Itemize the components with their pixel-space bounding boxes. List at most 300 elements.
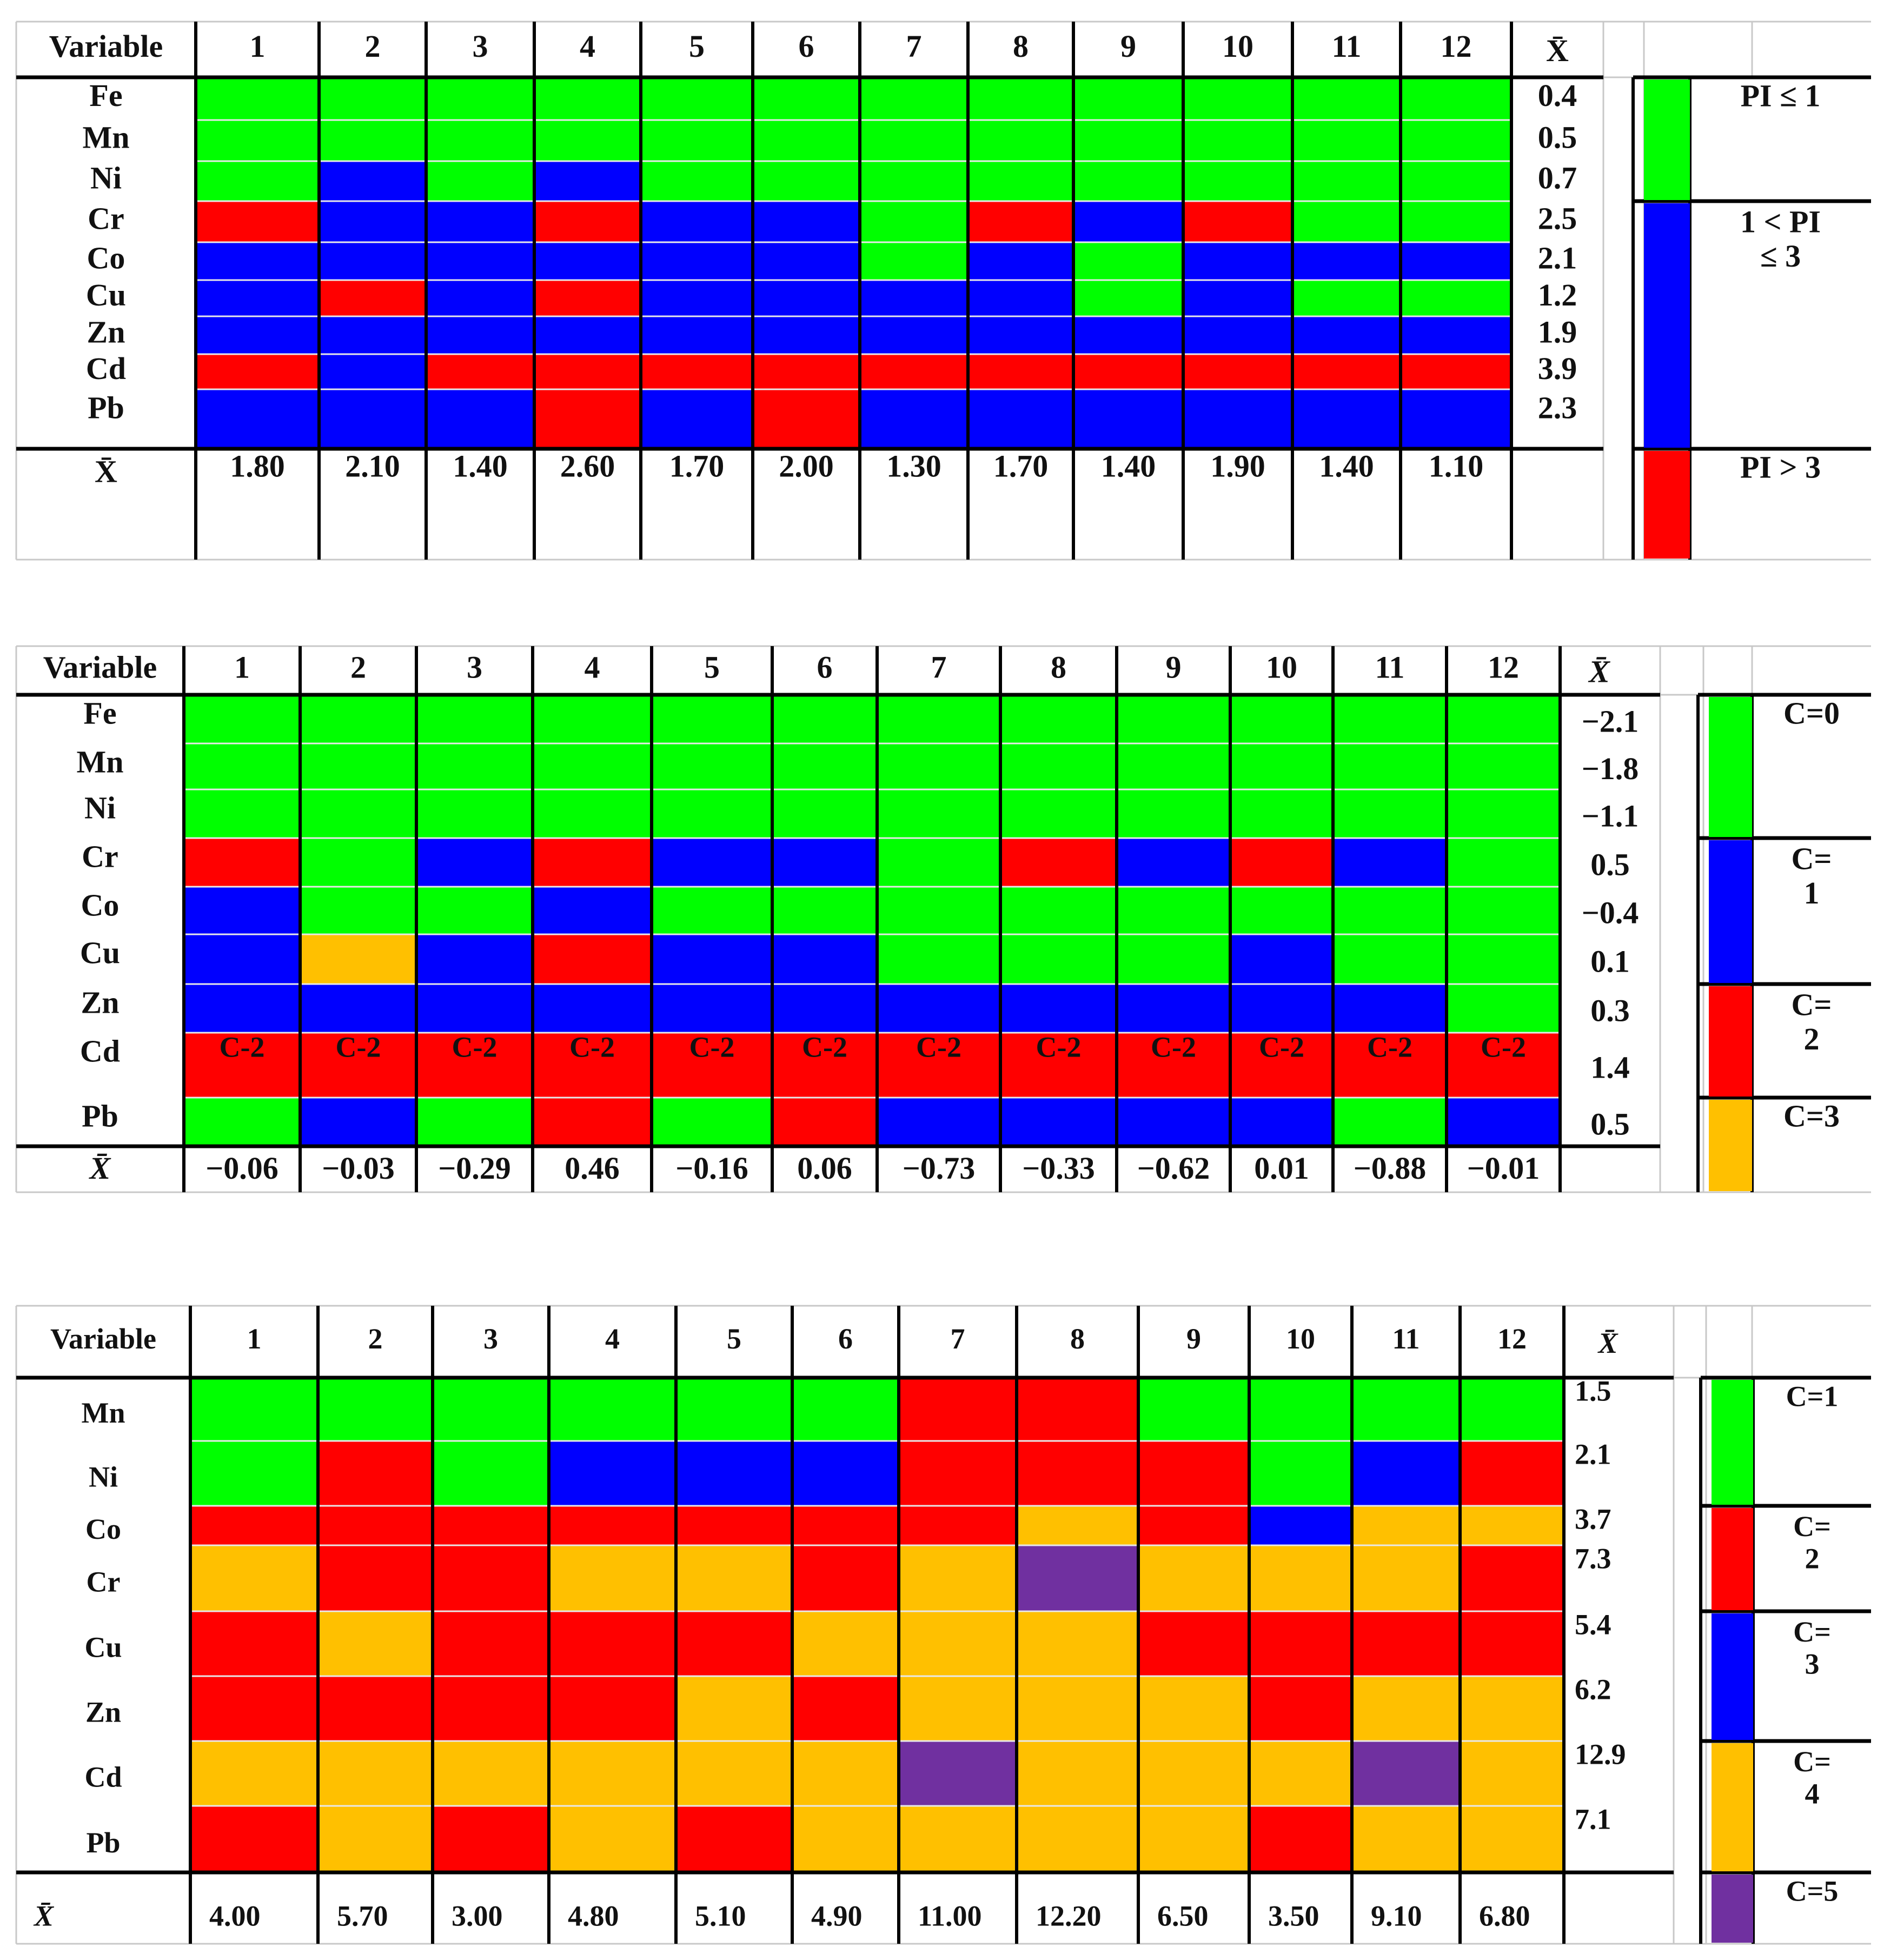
legend-label: C= 3 bbox=[1793, 1616, 1831, 1680]
row-mean: 0.4 bbox=[1537, 77, 1577, 113]
heatmap-cell bbox=[1000, 695, 1117, 743]
heatmap-cell bbox=[1401, 77, 1511, 120]
row-mean: 0.3 bbox=[1590, 993, 1630, 1028]
heatmap-cell bbox=[1333, 838, 1447, 887]
heatmap-cell bbox=[792, 1676, 899, 1741]
heatmap-cell bbox=[1292, 316, 1401, 354]
row-label: Mn bbox=[81, 1396, 125, 1429]
heatmap-cell bbox=[533, 984, 652, 1033]
column-mean: 4.80 bbox=[568, 1899, 619, 1932]
column-mean: 3.00 bbox=[452, 1899, 503, 1932]
heatmap-cell bbox=[753, 120, 860, 161]
heatmap-cell bbox=[1401, 280, 1511, 316]
heatmap-cell bbox=[319, 77, 426, 120]
heatmap-cell bbox=[426, 316, 534, 354]
column-mean: −0.29 bbox=[438, 1150, 511, 1186]
corner-label: Variable bbox=[43, 649, 157, 685]
heatmap-cell bbox=[1401, 354, 1511, 389]
row-mean: 2.1 bbox=[1537, 240, 1577, 276]
heatmap-cell bbox=[549, 1741, 676, 1806]
row-label: Cr bbox=[86, 1565, 121, 1598]
heatmap-cell bbox=[196, 120, 319, 161]
row-label: Fe bbox=[89, 77, 123, 113]
heatmap-cell bbox=[1352, 1378, 1460, 1441]
heatmap-cell bbox=[968, 389, 1073, 449]
heatmap-cell bbox=[676, 1806, 792, 1872]
column-mean: −0.88 bbox=[1353, 1150, 1427, 1186]
row-label: Fe bbox=[83, 695, 117, 731]
legend-label: 1 < PI ≤ 3 bbox=[1740, 204, 1821, 274]
heatmap-cell bbox=[1249, 1806, 1352, 1872]
heatmap-cell bbox=[1017, 1676, 1138, 1741]
heatmap-cell bbox=[1073, 120, 1183, 161]
heatmap-cell bbox=[416, 838, 533, 887]
heatmap-cell bbox=[899, 1741, 1017, 1806]
column-label: 2 bbox=[368, 1322, 383, 1355]
row-mean: 0.5 bbox=[1590, 847, 1630, 882]
heatmap-cell bbox=[318, 1441, 433, 1506]
heatmap-cell bbox=[196, 389, 319, 449]
column-label: 11 bbox=[1375, 649, 1405, 685]
row-mean: 2.1 bbox=[1575, 1438, 1611, 1471]
column-mean: 3.50 bbox=[1268, 1899, 1319, 1932]
row-label: Pb bbox=[88, 390, 124, 426]
heatmap-cell bbox=[792, 1611, 899, 1676]
heatmap-cell bbox=[416, 743, 533, 789]
heatmap-cell bbox=[1447, 934, 1560, 984]
heatmap-cell bbox=[300, 934, 416, 984]
heatmap-cell bbox=[549, 1676, 676, 1741]
heatmap-cell bbox=[196, 280, 319, 316]
heatmap-cell bbox=[772, 695, 877, 743]
heatmap-cell bbox=[1292, 354, 1401, 389]
heatmap-cell bbox=[1138, 1741, 1249, 1806]
cell-text: C-2 bbox=[689, 1031, 735, 1064]
heatmap-cell bbox=[1249, 1611, 1352, 1676]
heatmap-cell bbox=[792, 1506, 899, 1545]
heatmap-cell bbox=[652, 695, 772, 743]
heatmap-cell bbox=[549, 1441, 676, 1506]
heatmap-cell bbox=[1230, 695, 1333, 743]
column-label: 3 bbox=[483, 1322, 498, 1355]
column-mean: 2.60 bbox=[560, 448, 615, 484]
heatmap-cell bbox=[184, 1098, 300, 1146]
heatmap-cell bbox=[1117, 789, 1230, 838]
heatmap-cell bbox=[860, 161, 968, 201]
column-mean: −0.06 bbox=[205, 1150, 278, 1186]
column-label: 10 bbox=[1222, 28, 1253, 64]
heatmap-cell bbox=[196, 242, 319, 280]
row-mean: 1.5 bbox=[1575, 1374, 1611, 1407]
heatmap-cell bbox=[1183, 354, 1292, 389]
heatmap-cell bbox=[433, 1676, 549, 1741]
heatmap-cell bbox=[1401, 389, 1511, 449]
row-mean: −1.8 bbox=[1581, 750, 1639, 786]
heatmap-cell bbox=[753, 77, 860, 120]
heatmap-cell bbox=[1230, 1098, 1333, 1146]
mean-header-label: X̄ bbox=[1589, 654, 1610, 689]
heatmap-cell bbox=[190, 1545, 318, 1611]
heatmap-cell bbox=[534, 201, 641, 242]
heatmap-cell bbox=[533, 695, 652, 743]
heatmap-cell bbox=[1073, 201, 1183, 242]
column-mean: 1.70 bbox=[669, 448, 725, 484]
heatmap-cell bbox=[533, 887, 652, 934]
heatmap-cell bbox=[772, 838, 877, 887]
heatmap-cell bbox=[300, 887, 416, 934]
heatmap-cell bbox=[968, 242, 1073, 280]
heatmap-cell bbox=[433, 1611, 549, 1676]
heatmap-cell bbox=[641, 389, 753, 449]
heatmap-cell bbox=[196, 354, 319, 389]
heatmap-cell bbox=[753, 280, 860, 316]
heatmap-cell bbox=[676, 1741, 792, 1806]
legend-swatch bbox=[1644, 451, 1690, 559]
heatmap-cell bbox=[1230, 789, 1333, 838]
column-label: 4 bbox=[580, 28, 595, 64]
cell-text: C-2 bbox=[1151, 1031, 1196, 1064]
column-mean: −0.33 bbox=[1022, 1150, 1095, 1186]
row-mean: 2.5 bbox=[1537, 201, 1577, 236]
column-mean: 4.00 bbox=[209, 1899, 261, 1932]
heatmap-cell bbox=[1138, 1676, 1249, 1741]
heatmap-cell bbox=[533, 789, 652, 838]
column-label: 9 bbox=[1165, 649, 1182, 685]
column-mean: −0.01 bbox=[1467, 1150, 1540, 1186]
heatmap-cell bbox=[1292, 77, 1401, 120]
heatmap-cell bbox=[1017, 1806, 1138, 1872]
heatmap-cell bbox=[1333, 743, 1447, 789]
column-label: 12 bbox=[1497, 1322, 1527, 1355]
column-label: 6 bbox=[817, 649, 833, 685]
heatmap-cell bbox=[753, 201, 860, 242]
heatmap-cell bbox=[792, 1741, 899, 1806]
row-label: Ni bbox=[90, 160, 122, 196]
heatmap-cell bbox=[190, 1378, 318, 1441]
heatmap-cell bbox=[1138, 1506, 1249, 1545]
heatmap-cell bbox=[533, 743, 652, 789]
row-mean: 1.9 bbox=[1537, 314, 1577, 350]
heatmap-cell bbox=[753, 242, 860, 280]
heatmap-cell bbox=[184, 743, 300, 789]
legend-swatch bbox=[1712, 1875, 1753, 1943]
column-label: 1 bbox=[249, 28, 266, 64]
heatmap-cell bbox=[1352, 1611, 1460, 1676]
heatmap-cell bbox=[1073, 77, 1183, 120]
heatmap-cell bbox=[1073, 389, 1183, 449]
legend-swatch bbox=[1709, 840, 1752, 983]
column-mean: 1.10 bbox=[1428, 448, 1484, 484]
heatmap-cell bbox=[877, 743, 1000, 789]
heatmap-cell bbox=[1447, 743, 1560, 789]
heatmap-cell bbox=[426, 201, 534, 242]
row-label: Co bbox=[85, 1512, 121, 1545]
legend-swatch bbox=[1709, 697, 1752, 837]
heatmap-cell bbox=[433, 1806, 549, 1872]
cell-text: C-2 bbox=[1481, 1031, 1526, 1064]
heatmap-cell bbox=[1249, 1545, 1352, 1611]
heatmap-cell bbox=[319, 201, 426, 242]
heatmap-cell bbox=[1352, 1741, 1460, 1806]
column-label: 1 bbox=[234, 649, 250, 685]
heatmap-cell bbox=[1230, 934, 1333, 984]
heatmap-cell bbox=[534, 354, 641, 389]
heatmap-cell bbox=[641, 242, 753, 280]
heatmap-cell bbox=[860, 201, 968, 242]
column-label: 10 bbox=[1286, 1322, 1315, 1355]
heatmap-cell bbox=[196, 161, 319, 201]
heatmap-cell bbox=[1460, 1676, 1564, 1741]
row-label: Pb bbox=[82, 1098, 118, 1134]
heatmap-cell bbox=[533, 838, 652, 887]
heatmap-cell bbox=[1447, 789, 1560, 838]
row-label: Zn bbox=[81, 985, 120, 1020]
heatmap-cell bbox=[1292, 389, 1401, 449]
heatmap-cell bbox=[1352, 1806, 1460, 1872]
heatmap-cell bbox=[1138, 1806, 1249, 1872]
mean-row-label: X̄ bbox=[95, 454, 117, 489]
column-label: 7 bbox=[931, 649, 947, 685]
row-mean: 0.1 bbox=[1590, 944, 1630, 979]
heatmap-cell bbox=[318, 1378, 433, 1441]
column-label: 8 bbox=[1051, 649, 1066, 685]
heatmap-cell bbox=[319, 280, 426, 316]
row-mean: 5.4 bbox=[1575, 1608, 1611, 1641]
heatmap-cell bbox=[877, 934, 1000, 984]
column-mean: 0.46 bbox=[565, 1150, 620, 1186]
legend-swatch bbox=[1644, 203, 1690, 448]
mean-row-label: X̄ bbox=[89, 1150, 111, 1186]
row-label: Cu bbox=[79, 935, 121, 971]
column-mean: 5.10 bbox=[695, 1899, 746, 1932]
heatmap-cell bbox=[1183, 280, 1292, 316]
heatmap-cell bbox=[1460, 1545, 1564, 1611]
heatmap-cell bbox=[792, 1545, 899, 1611]
legend-swatch bbox=[1712, 1380, 1753, 1505]
heatmap-cell bbox=[1292, 120, 1401, 161]
heatmap-cell bbox=[1138, 1441, 1249, 1506]
mean-header-label: X̄ bbox=[1598, 1326, 1618, 1359]
row-label: Co bbox=[81, 887, 120, 923]
row-label: Cd bbox=[85, 350, 127, 386]
legend-label: PI ≤ 1 bbox=[1740, 78, 1821, 114]
heatmap-cell bbox=[1352, 1506, 1460, 1545]
column-label: 10 bbox=[1266, 649, 1297, 685]
column-mean: 0.06 bbox=[797, 1150, 852, 1186]
heatmap-cell bbox=[1017, 1506, 1138, 1545]
heatmap-cell bbox=[433, 1741, 549, 1806]
heatmap-cell bbox=[860, 77, 968, 120]
heatmap-cell bbox=[416, 789, 533, 838]
column-mean: 1.70 bbox=[993, 448, 1049, 484]
heatmap-cell bbox=[968, 316, 1073, 354]
heatmap-cell bbox=[1447, 1098, 1560, 1146]
heatmap-cell bbox=[426, 161, 534, 201]
column-mean: 9.10 bbox=[1371, 1899, 1422, 1932]
heatmap-cell bbox=[1230, 838, 1333, 887]
heatmap-cell bbox=[534, 242, 641, 280]
heatmap-cell bbox=[792, 1806, 899, 1872]
heatmap-cell bbox=[1460, 1611, 1564, 1676]
heatmap-cell bbox=[1073, 354, 1183, 389]
heatmap-cell bbox=[1017, 1545, 1138, 1611]
cell-text: C-2 bbox=[1367, 1031, 1412, 1064]
heatmap-cell bbox=[416, 1098, 533, 1146]
heatmap-cell bbox=[300, 695, 416, 743]
heatmap-cell bbox=[1073, 280, 1183, 316]
heatmap-cell bbox=[1000, 789, 1117, 838]
heatmap-cell bbox=[1183, 77, 1292, 120]
heatmap-cell bbox=[426, 389, 534, 449]
legend-label: C=5 bbox=[1786, 1875, 1839, 1908]
heatmap-cell bbox=[426, 354, 534, 389]
heatmap-cell bbox=[318, 1806, 433, 1872]
heatmap-cell bbox=[1401, 316, 1511, 354]
column-mean: 1.40 bbox=[453, 448, 508, 484]
heatmap-cell bbox=[860, 389, 968, 449]
column-label: 1 bbox=[247, 1322, 262, 1355]
legend-label: PI > 3 bbox=[1740, 449, 1821, 485]
heatmap-cell bbox=[300, 743, 416, 789]
cell-text: C-2 bbox=[569, 1031, 615, 1064]
column-label: 2 bbox=[350, 649, 366, 685]
heatmap-cell bbox=[1183, 389, 1292, 449]
heatmap-cell bbox=[184, 695, 300, 743]
heatmap-cell bbox=[416, 984, 533, 1033]
row-mean: −1.1 bbox=[1581, 798, 1639, 834]
column-mean: 1.40 bbox=[1100, 448, 1156, 484]
heatmap-cell bbox=[968, 120, 1073, 161]
row-label: Cd bbox=[84, 1760, 122, 1793]
column-label: 11 bbox=[1392, 1322, 1420, 1355]
legend-swatch bbox=[1644, 79, 1690, 200]
heatmap-cell bbox=[860, 120, 968, 161]
legend-swatch bbox=[1712, 1613, 1753, 1740]
column-mean: −0.73 bbox=[902, 1150, 976, 1186]
heatmap-cell bbox=[433, 1441, 549, 1506]
row-label: Zn bbox=[87, 314, 125, 350]
heatmap-cell bbox=[190, 1441, 318, 1506]
heatmap-cell bbox=[190, 1676, 318, 1741]
heatmap-cell bbox=[1183, 201, 1292, 242]
heatmap-cell bbox=[319, 161, 426, 201]
heatmap-cell bbox=[300, 789, 416, 838]
heatmap-cell bbox=[318, 1611, 433, 1676]
cell-text: C-2 bbox=[916, 1031, 961, 1064]
heatmap-cell bbox=[968, 354, 1073, 389]
heatmap-cell bbox=[772, 1098, 877, 1146]
heatmap-cell bbox=[318, 1676, 433, 1741]
heatmap-cell bbox=[676, 1378, 792, 1441]
heatmap-cell bbox=[652, 887, 772, 934]
column-mean: 6.80 bbox=[1479, 1899, 1530, 1932]
heatmap-cell bbox=[1017, 1611, 1138, 1676]
heatmap-cell bbox=[1117, 838, 1230, 887]
row-label: Cu bbox=[85, 277, 127, 313]
heatmap-cell bbox=[1401, 201, 1511, 242]
heatmap-cell bbox=[184, 887, 300, 934]
row-label: Cr bbox=[88, 201, 124, 236]
heatmap-cell bbox=[534, 161, 641, 201]
heatmap-cell bbox=[676, 1676, 792, 1741]
heatmap-cell bbox=[1333, 984, 1447, 1033]
corner-label: Variable bbox=[49, 28, 163, 64]
heatmap-cell bbox=[899, 1545, 1017, 1611]
heatmap-cell bbox=[1017, 1378, 1138, 1441]
heatmap-cell bbox=[641, 201, 753, 242]
heatmap-cell bbox=[1017, 1441, 1138, 1506]
heatmap-cell bbox=[860, 242, 968, 280]
heatmap-cell bbox=[196, 77, 319, 120]
mean-header-label: X̄ bbox=[1546, 32, 1569, 68]
heatmap-cell bbox=[426, 280, 534, 316]
row-label: Cd bbox=[79, 1033, 121, 1069]
column-label: 12 bbox=[1440, 28, 1472, 64]
heatmap-cell bbox=[1138, 1545, 1249, 1611]
heatmap-cell bbox=[1117, 984, 1230, 1033]
column-label: 4 bbox=[605, 1322, 620, 1355]
column-mean: 1.30 bbox=[886, 448, 941, 484]
heatmap-cell bbox=[1401, 120, 1511, 161]
heatmap-cell bbox=[1401, 242, 1511, 280]
row-label: Mn bbox=[76, 744, 124, 780]
heatmap-cell bbox=[877, 838, 1000, 887]
column-label: 5 bbox=[704, 649, 720, 685]
row-mean: 3.9 bbox=[1537, 350, 1577, 386]
row-label: Co bbox=[87, 240, 125, 276]
heatmap-cell bbox=[1249, 1741, 1352, 1806]
heatmap-cell bbox=[1230, 743, 1333, 789]
heatmap-cell bbox=[196, 316, 319, 354]
heatmap-cell bbox=[1230, 984, 1333, 1033]
cell-text: C-2 bbox=[219, 1031, 265, 1064]
heatmap-cell bbox=[318, 1741, 433, 1806]
column-label: 12 bbox=[1488, 649, 1519, 685]
heatmap-cell bbox=[1249, 1506, 1352, 1545]
legend-label: C= 2 bbox=[1791, 987, 1832, 1057]
heatmap-cell bbox=[1183, 120, 1292, 161]
heatmap-cell bbox=[1117, 1098, 1230, 1146]
column-mean: 1.80 bbox=[230, 448, 285, 484]
row-label: Cu bbox=[84, 1631, 122, 1664]
column-mean: 1.40 bbox=[1319, 448, 1374, 484]
heatmap-cell bbox=[877, 695, 1000, 743]
heatmap-cell bbox=[772, 887, 877, 934]
row-mean: 12.9 bbox=[1575, 1738, 1626, 1771]
legend-swatch bbox=[1712, 1508, 1753, 1610]
heatmap-cell bbox=[652, 789, 772, 838]
heatmap-cell bbox=[1333, 695, 1447, 743]
heatmap-cell bbox=[1292, 161, 1401, 201]
column-mean: −0.62 bbox=[1137, 1150, 1210, 1186]
heatmap-cell bbox=[190, 1806, 318, 1872]
cell-text: C-2 bbox=[1036, 1031, 1082, 1064]
heatmap-cell bbox=[753, 354, 860, 389]
heatmap-cell bbox=[1073, 316, 1183, 354]
heatmap-cell bbox=[534, 280, 641, 316]
heatmap-cell bbox=[968, 161, 1073, 201]
heatmap-cell bbox=[1460, 1806, 1564, 1872]
mean-row-label: X̄ bbox=[34, 1899, 54, 1932]
heatmap-cell bbox=[641, 161, 753, 201]
heatmap-cell bbox=[1249, 1676, 1352, 1741]
heatmap-cell bbox=[968, 77, 1073, 120]
heatmap-cell bbox=[184, 934, 300, 984]
heatmap-cell bbox=[300, 838, 416, 887]
heatmap-cell bbox=[1447, 887, 1560, 934]
column-mean: 5.70 bbox=[337, 1899, 388, 1932]
column-label: 7 bbox=[950, 1322, 965, 1355]
